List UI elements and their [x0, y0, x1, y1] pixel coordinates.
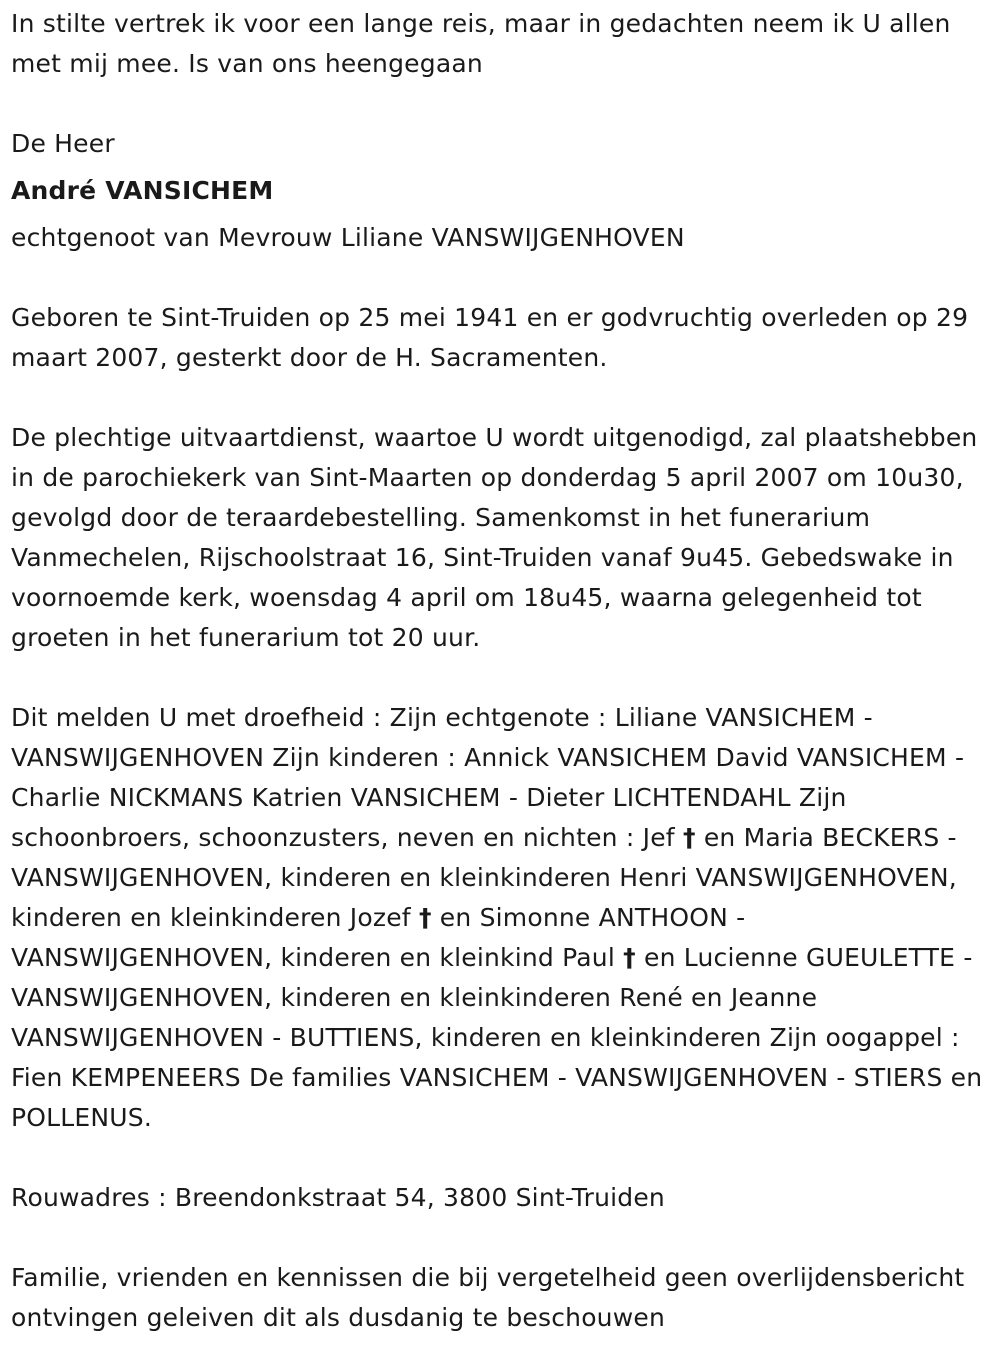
title-text: De Heer: [11, 129, 115, 158]
spouse-line: echtgenoot van Mevrouw Liliane VANSWIJGENHOVEN: [11, 223, 685, 252]
family-text-part1: Dit melden U met droefheid : Zijn echtgenote : Liliane VANSICHEM - VANSWIJGENHOVEN Zijn kinderen : Annick VANSICHEM David VANSICHEM - Charlie NICKMANS Katrien VANSICHEM - Dieter LICHTENDAHL Zijn schoonbroers, schoonzusters, neven en nichten : Jef: [11, 703, 965, 852]
address-text: Rouwadres : Breendonkstraat 54, 3800 Sint-Truiden: [11, 1183, 665, 1212]
funeral-text: De plechtige uitvaartdienst, waartoe U wordt uitgenodigd, zal plaatshebben in de parochiekerk van Sint-Maarten op donderdag 5 april 2007 om 10u30, gevolgd door de teraardebestelling. Samenkomst in het funerarium Vanmechelen, Rijschoolstraat 16, Sint-Truiden vanaf 9u45. Gebedswake in voornoemde kerk, woensdag 4 april om 18u45, waarna gelegenheid tot groeten in het funerarium tot 20 uur.: [11, 423, 978, 652]
family-text-part2: en Maria BECKERS - VANSWIJGENHOVEN, kinderen en kleinkinderen Henri VANSWIJGENHOVEN, kinderen en kleinkinderen Jozef: [11, 823, 957, 932]
closing-text: Familie, vrienden en kennissen die bij vergetelheid geen overlijdensbericht ontvingen geleiven dit als dusdanig te beschouwen: [11, 1263, 965, 1332]
cross-icon: †: [623, 943, 636, 972]
deceased-name: André VANSICHEM: [11, 176, 274, 205]
intro-text: In stilte vertrek ik voor een lange reis, maar in gedachten neem ik U allen met mij mee. Is van ons heengegaan: [11, 9, 951, 78]
birth-death-text: Geboren te Sint-Truiden op 25 mei 1941 en er godvruchtig overleden op 29 maart 2007, gesterkt door de H. Sacramenten.: [11, 303, 969, 372]
family-text: [11, 698, 990, 1138]
family-text-part4: en Lucienne GUEULETTE - VANSWIJGENHOVEN, kinderen en kleinkinderen René en Jeanne VANSWIJGENHOVEN - BUTTIENS, kinderen en kleinkinderen Zijn oogappel : Fien KEMPENEERS De families VANSICHEM - VANSWIJGENHOVEN - STIERS en POLLENUS.: [11, 943, 983, 1132]
family-text-part3: en Simonne ANTHOON - VANSWIJGENHOVEN, kinderen en kleinkind Paul: [11, 903, 746, 972]
cross-icon: †: [418, 903, 432, 932]
cross-icon: †: [682, 823, 696, 852]
